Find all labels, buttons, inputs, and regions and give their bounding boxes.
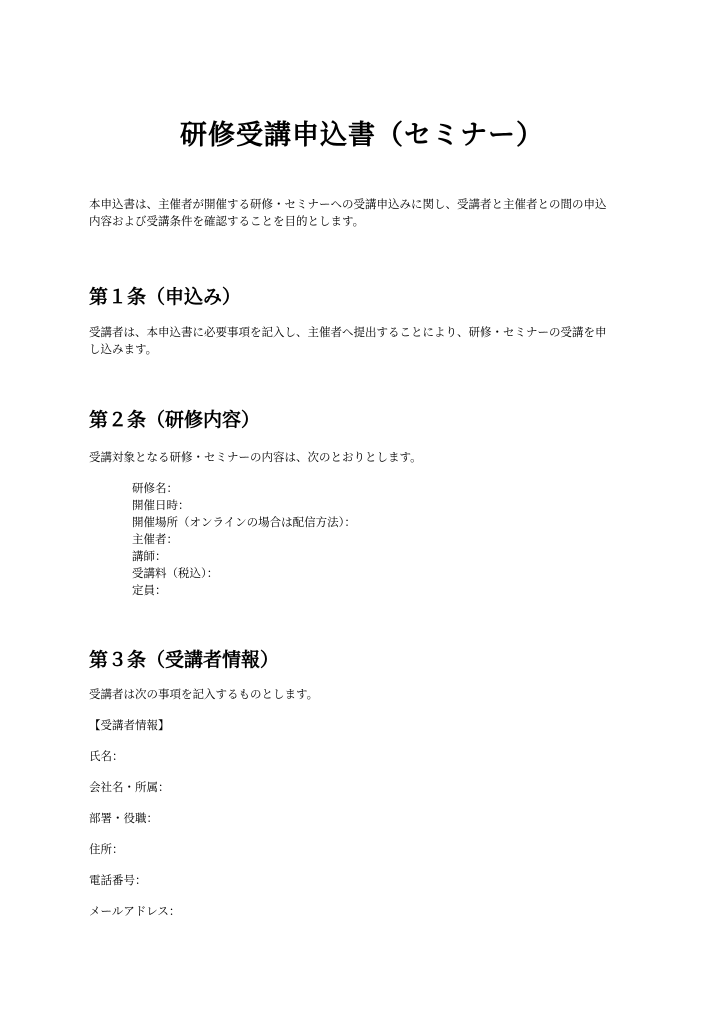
detail-organizer: 主催者： xyxy=(132,532,178,546)
article-1-line-1: 受講者は、本申込書に必要事項を記入し、主催者へ提出することにより、研修・セミナーの受講を申 xyxy=(89,325,607,339)
detail-venue: 開催場所（オンラインの場合は配信方法）： xyxy=(132,515,356,529)
detail-date-time: 開催日時： xyxy=(132,498,190,512)
intro-line-1: 本申込書は、主催者が開催する研修・セミナーへの受講申込みに関し、受講者と主催者との間の申込 xyxy=(89,197,607,211)
field-address: 住所： xyxy=(89,842,124,856)
field-phone: 電話番号： xyxy=(89,873,147,887)
field-name: 氏名： xyxy=(89,749,124,763)
detail-instructor: 講師： xyxy=(132,549,167,563)
detail-capacity: 定員： xyxy=(132,583,167,597)
field-email: メールアドレス： xyxy=(89,904,181,918)
article-1-heading: 第１条（申込み） xyxy=(89,286,242,308)
article-2-heading: 第２条（研修内容） xyxy=(89,409,261,431)
document-title: 研修受講申込書（セミナー） xyxy=(180,120,544,151)
field-department: 部署・役職： xyxy=(89,811,158,825)
seminar-details-list xyxy=(132,480,356,599)
article-2-text: 受講対象となる研修・セミナーの内容は、次のとおりとします。 xyxy=(89,450,422,464)
detail-fee: 受講料（税込）： xyxy=(132,566,219,580)
article-1-line-2: し込みます。 xyxy=(89,342,158,356)
article-3-text: 受講者は次の事項を記入するものとします。 xyxy=(89,687,319,701)
article-3-heading: 第３条（受講者情報） xyxy=(89,649,280,671)
detail-seminar-name: 研修名： xyxy=(132,481,178,495)
participant-info-label: 【受講者情報】 xyxy=(89,718,170,732)
intro-line-2: 内容および受講条件を確認することを目的とします。 xyxy=(89,214,365,228)
field-company: 会社名・所属： xyxy=(89,780,170,794)
